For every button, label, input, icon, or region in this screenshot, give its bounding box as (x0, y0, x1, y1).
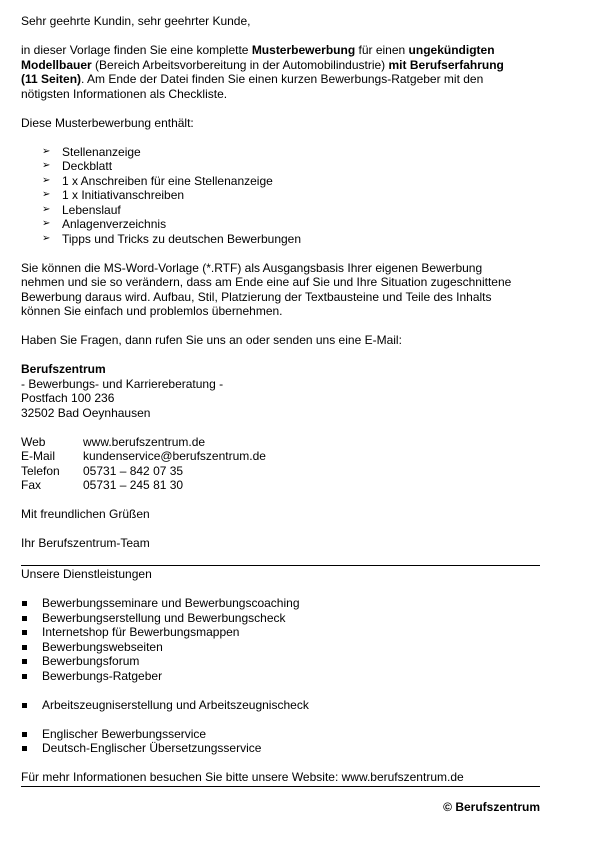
square-bullet-icon (22, 645, 27, 650)
checklist-item: ➢ Anlagenverzeichnis (42, 217, 167, 231)
arrow-bullet-icon: ➢ (42, 189, 51, 200)
square-bullet-icon (22, 674, 27, 679)
contents-heading: Diese Musterbewerbung enthält: (21, 115, 194, 130)
service-item: Bewerbungsforum (21, 654, 541, 669)
contact-label: Web (21, 434, 46, 449)
service-item: Englischer Bewerbungsservice (21, 727, 541, 742)
company-name: Berufszentrum (21, 362, 106, 376)
contact-label: E-Mail (21, 449, 56, 463)
service-item: Arbeitszeugniserstellung und Arbeitszeugnischeck (21, 698, 541, 713)
contact-row-email (21, 449, 541, 464)
more-info-text: Für mehr Informationen besuchen Sie bitte unsere Website: www.berufszentrum.de (21, 770, 464, 784)
arrow-bullet-icon: ➢ (42, 232, 51, 244)
contact-table (21, 435, 541, 493)
city: 32502 Bad Oeynhausen (21, 405, 151, 420)
checklist-item: ➢ 1 x Initiativanschreiben (42, 188, 185, 202)
square-bullet-icon (22, 703, 27, 708)
contact-row-web (21, 435, 541, 450)
template-info-paragraph: Sie können die MS-Word-Vorlage (*.RTF) als Ausgangsbasis Ihrer eigenen Bewerbung nehmen und sie so verändern, dass am Ende eine auf Sie und Ihre Situation zugeschnittene Bewerbung daraus wird. Aufbau, Stil, Platzierung der Textbausteine und Teile des Inhalts können Sie einfach und problemlos übernehmen. (21, 260, 512, 318)
intro-paragraph: in dieser Vorlage finden Sie eine komplette Musterbewerbung für einen ungekündigten Modellbauer (Bereich Arbeitsvorbereitung in der Automobilindustrie) mit Berufserfahrung (11 Seiten). Am Ende der Datei finden Sie einen kurzen Bewerbungs-Ratgeber mit den nötigsten Informationen als Checkliste. (21, 43, 504, 101)
service-item: Bewerbungs-Ratgeber (21, 669, 541, 684)
arrow-bullet-icon: ➢ (42, 174, 51, 186)
divider (21, 565, 540, 566)
copyright: © Berufszentrum (443, 799, 540, 814)
service-item: Bewerbungswebseiten (21, 640, 541, 655)
square-bullet-icon (22, 616, 27, 621)
service-item: Bewerbungsseminare und Bewerbungscoaching (21, 596, 541, 611)
contact-row-phone (21, 464, 541, 479)
checklist-item: ➢ Deckblatt (42, 159, 113, 173)
square-bullet-icon (22, 601, 27, 606)
questions-text: Haben Sie Fragen, dann rufen Sie uns an oder senden uns eine E-Mail: (21, 333, 402, 347)
square-bullet-icon (22, 746, 27, 751)
closing: Mit freundlichen Grüßen (21, 507, 150, 521)
checklist-item: ➢ Stellenanzeige (42, 144, 141, 159)
checklist-item: ➢ Lebenslauf (42, 202, 121, 217)
arrow-bullet-icon: ➢ (42, 203, 51, 215)
square-bullet-icon (22, 659, 27, 664)
services-list (21, 698, 541, 713)
services-heading: Unsere Dienstleistungen (21, 567, 152, 581)
phone-number: 05731 – 842 07 35 (83, 463, 184, 478)
square-bullet-icon (22, 732, 27, 737)
checklist-item: ➢ 1 x Anschreiben für eine Stellenanzeige (42, 173, 273, 188)
address-block (21, 362, 541, 420)
contact-label: Telefon (21, 463, 60, 478)
contents-checklist (21, 145, 541, 247)
contact-row-fax (21, 478, 541, 493)
service-item: Deutsch-Englischer Übersetzungsservice (21, 741, 541, 756)
fax-number: 05731 – 245 81 30 (83, 478, 184, 492)
signature: Ihr Berufszentrum-Team (21, 536, 150, 550)
company-subtitle: - Bewerbungs- und Karriereberatung - (21, 376, 224, 391)
contact-label: Fax (21, 478, 42, 492)
services-list (21, 596, 541, 683)
email-link[interactable]: kundenservice@berufszentrum.de (83, 449, 266, 463)
service-item: Internetshop für Bewerbungsmappen (21, 625, 541, 640)
checklist-item: ➢ Tipps und Tricks zu deutschen Bewerbungen (42, 231, 302, 246)
arrow-bullet-icon: ➢ (42, 145, 51, 157)
services-list (21, 727, 541, 756)
salutation: Sehr geehrte Kundin, sehr geehrter Kunde, (21, 14, 251, 28)
postbox: Postfach 100 236 (21, 391, 115, 405)
service-item: Bewerbungserstellung und Bewerbungscheck (21, 611, 541, 626)
document-page (21, 14, 541, 814)
square-bullet-icon (22, 630, 27, 635)
arrow-bullet-icon: ➢ (42, 218, 51, 229)
arrow-bullet-icon: ➢ (42, 160, 51, 171)
website-link[interactable]: www.berufszentrum.de (83, 434, 206, 449)
